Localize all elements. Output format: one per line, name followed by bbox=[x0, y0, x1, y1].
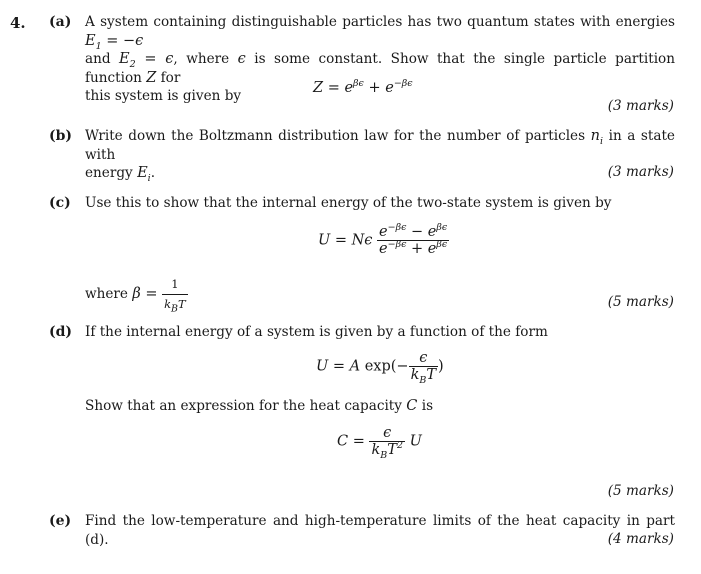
part-a-line2b: , where bbox=[173, 51, 230, 67]
part-a-line3: this system is given by bbox=[85, 88, 242, 104]
part-a-line2c: is some constant. Show that the single particle partition function bbox=[85, 51, 675, 86]
part-e-marks: (4 marks) bbox=[607, 531, 674, 547]
part-c-line1: Use this to show that the internal energy of the two-state system is given by bbox=[85, 195, 612, 211]
part-c-where-label: where bbox=[85, 286, 128, 302]
part-b-line1b: in a state with bbox=[85, 128, 675, 163]
part-c-where bbox=[85, 275, 675, 313]
part-d-show-text: Show that an expression for the heat capacity bbox=[85, 398, 402, 414]
c-symbol: C bbox=[406, 398, 418, 414]
part-d-show bbox=[85, 397, 675, 416]
energy-e2-formula: $E_2 = \epsilon$ bbox=[119, 51, 174, 70]
part-a-line2d: for bbox=[160, 69, 181, 86]
partition-function-equation: $Z = e^{\beta\epsilon} + e^{-\beta\epsilon}$ bbox=[313, 78, 413, 96]
internal-energy-equation: U = Nϵ $\frac{e^{-\beta\epsilon} - e^{\beta\epsilon}}{e^{-\beta\epsilon} + e^{\beta\epsilon}}$ bbox=[318, 222, 448, 257]
z-symbol: Z bbox=[146, 69, 157, 86]
part-b-marks: (3 marks) bbox=[607, 164, 674, 180]
part-b-text: Write down the Boltzmann distribution law for the number of particles $n_i$ in a state with energy $E_i$. bbox=[85, 128, 675, 184]
part-a-marks: (3 marks) bbox=[607, 98, 674, 114]
epsilon-symbol: ϵ bbox=[237, 51, 246, 67]
internal-energy-fraction: $\frac{e^{-\beta\epsilon} - e^{\beta\epsilon}}{e^{-\beta\epsilon} + e^{\beta\epsilon}}$ bbox=[379, 222, 448, 257]
ni-symbol: $n_i$ bbox=[590, 128, 604, 147]
part-e-label: (e) bbox=[49, 513, 72, 529]
question-number: 4. bbox=[10, 14, 26, 32]
part-d-show-is: is bbox=[421, 398, 434, 414]
part-a-label: (a) bbox=[49, 14, 72, 30]
part-b-line1: Write down the Boltzmann distribution law for the number of particles bbox=[85, 128, 586, 144]
part-d-marks: (5 marks) bbox=[607, 483, 674, 499]
part-b-line2: energy bbox=[85, 165, 133, 181]
exponential-energy-equation: U = A exp(− $\frac{\epsilon}{k_BT}$ ) bbox=[316, 350, 444, 386]
part-d-line1: If the internal energy of a system is given by a function of the form bbox=[85, 324, 548, 340]
beta-definition: β = $\frac{1}{k_BT}$ bbox=[132, 277, 186, 314]
energy-e1-formula: $E_1 = -\epsilon$ bbox=[85, 32, 144, 52]
part-c-marks: (5 marks) bbox=[607, 294, 674, 310]
ei-symbol: $E_i$ bbox=[137, 165, 151, 184]
part-a-line1: A system containing distinguishable particles has two quantum states with energies bbox=[85, 14, 675, 30]
part-b-label: (b) bbox=[49, 128, 73, 144]
heat-capacity-equation: C = $\frac{\epsilon}{k_BT^2}$ U bbox=[337, 425, 422, 461]
part-d-label: (d) bbox=[49, 324, 73, 340]
part-a-line2a: and bbox=[85, 51, 111, 67]
part-e-line1: Find the low-temperature and high-temperature limits of the heat capacity in part (d). bbox=[85, 513, 675, 548]
part-c-label: (c) bbox=[49, 195, 71, 211]
